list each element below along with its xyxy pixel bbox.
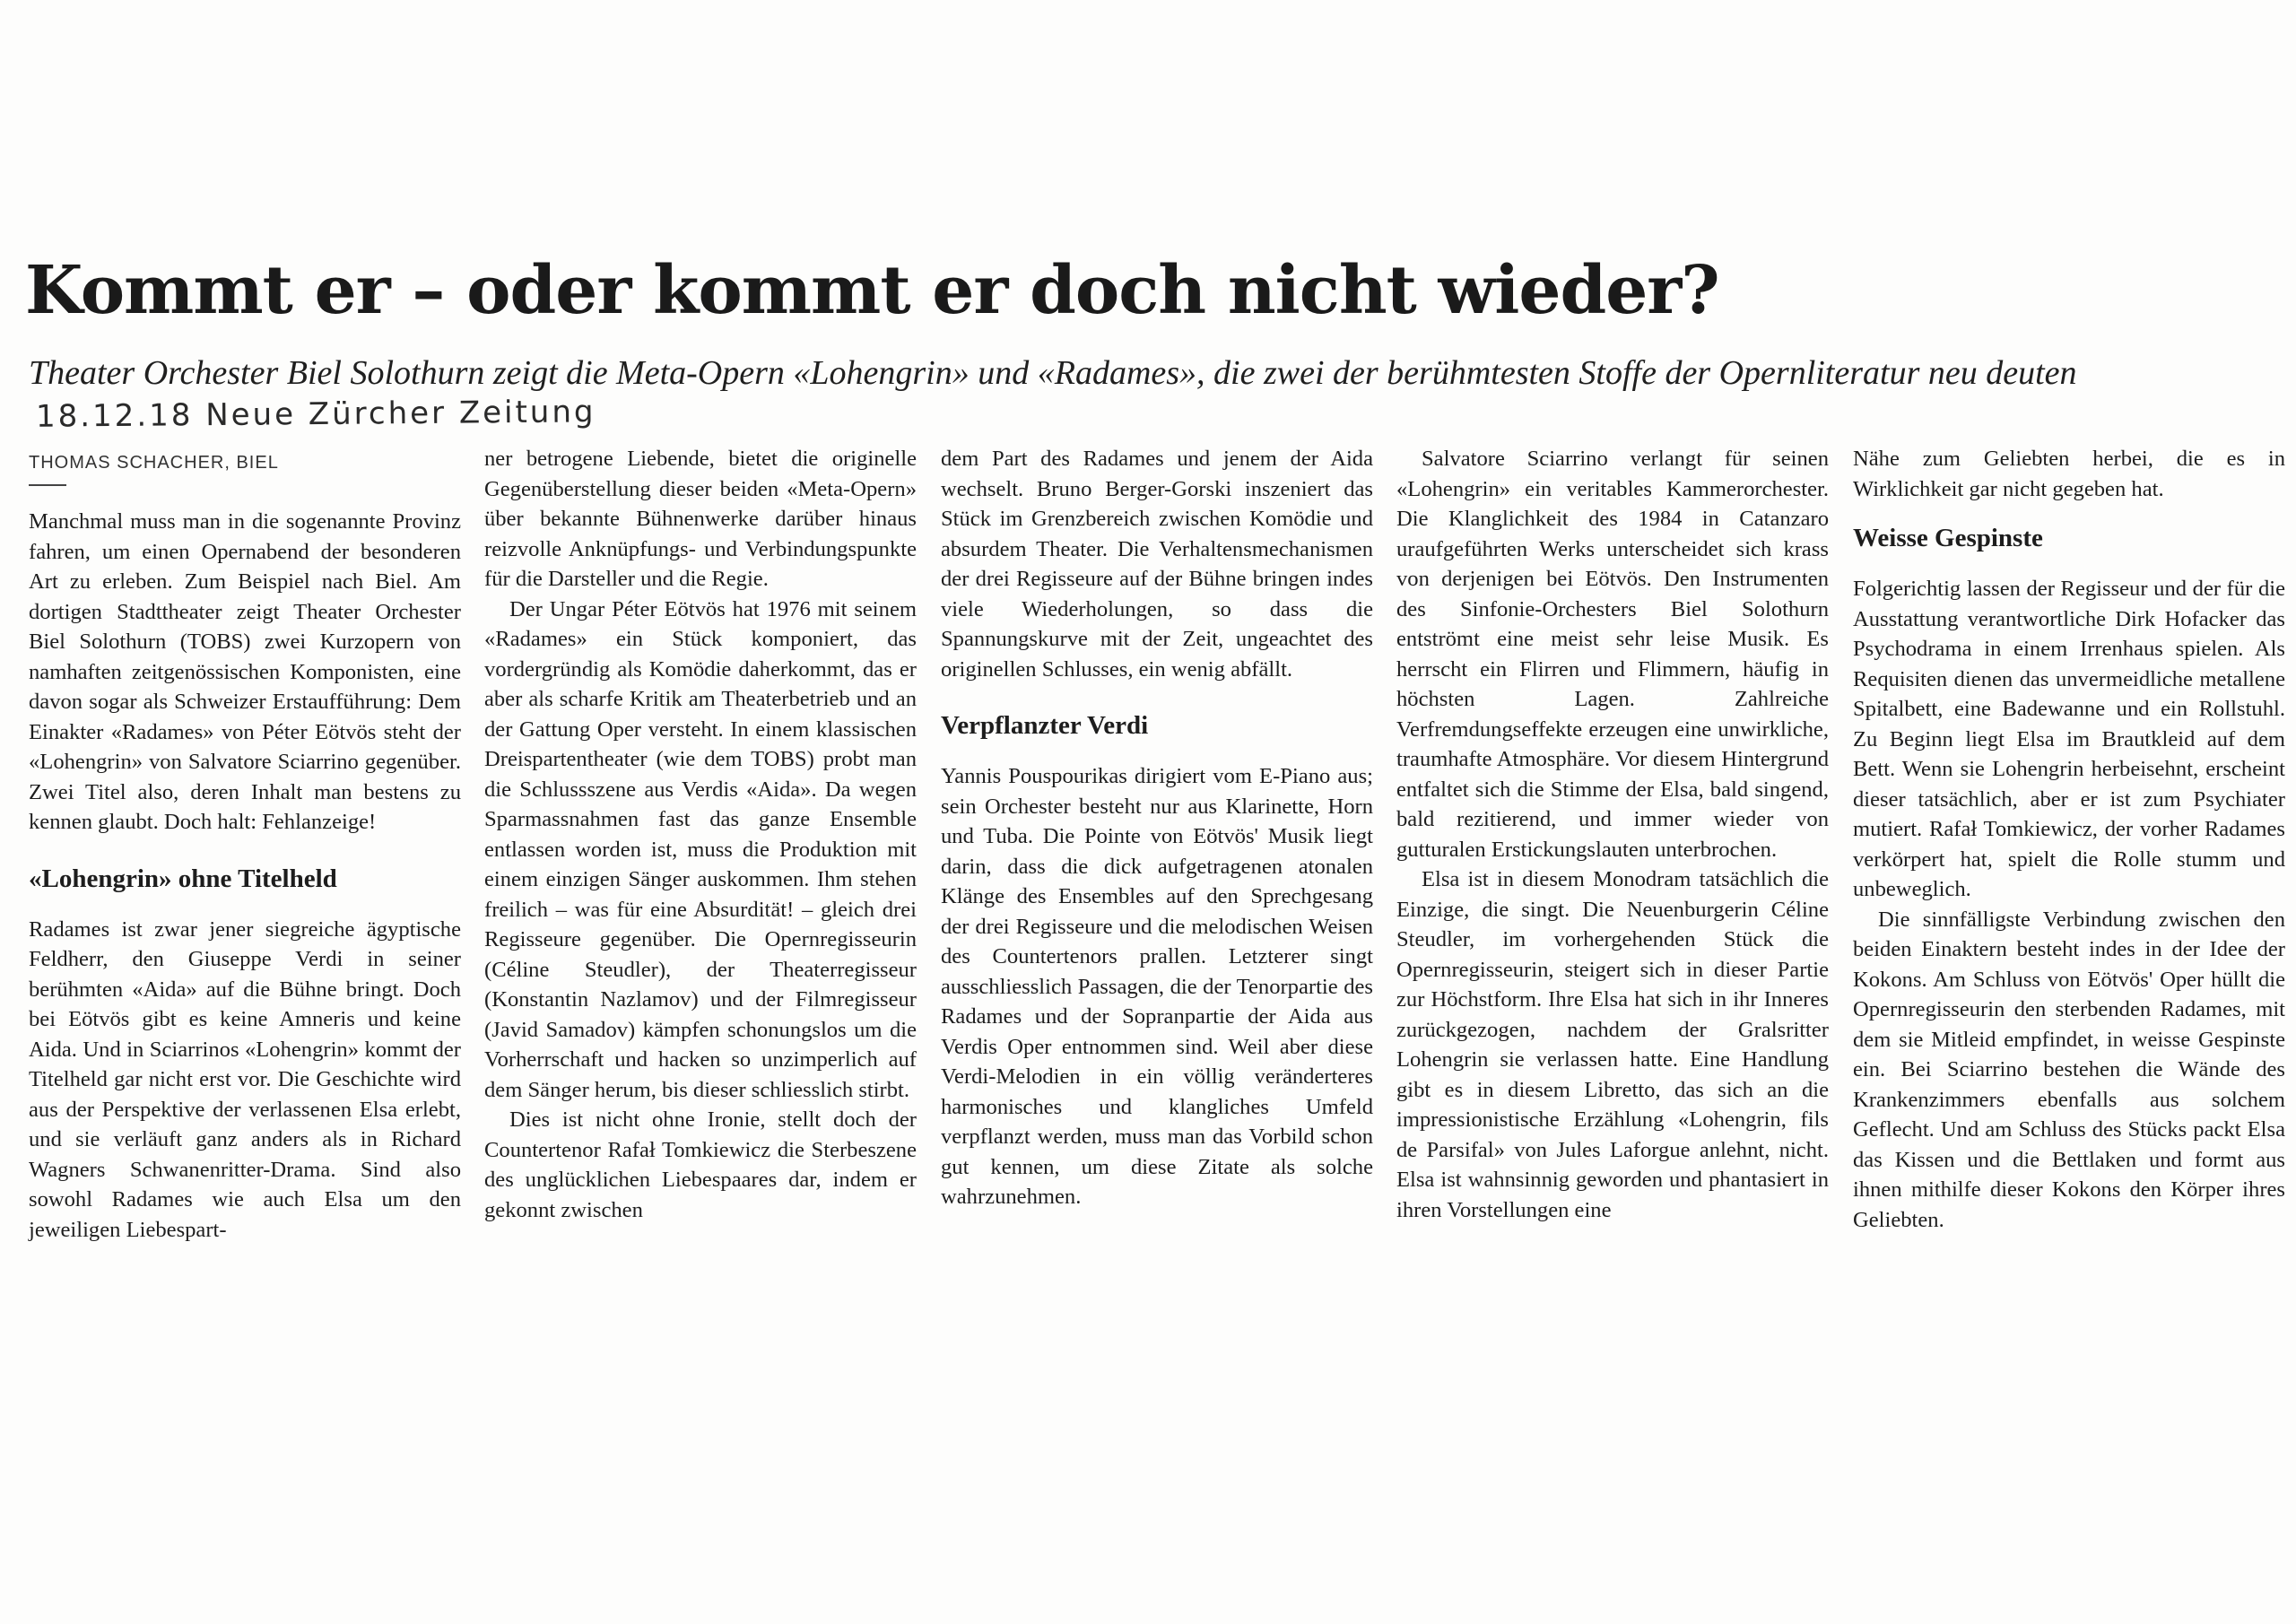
paragraph: Elsa ist in diesem Monodram tatsächlich die Einzige, die singt. Die Neuenburgerin Céline Steudler, im vorhergehenden Stück die Opernregisseurin, steigert sich in dieser Partie zur Höchstform. Ihre Elsa hat sich in ihr Inneres zurückgezogen, nachdem der Gralsritter Lohengrin sie verlassen hatte. Eine Handlung gibt es in diesem Libretto, das sich an die impressionistische Erzählung «Lohengrin, fils de Parsifal» von Jules Laforgue anlehnt, nicht. Elsa ist wahnsinnig geworden und phantasiert in ihren Vorstellungen eine (1396, 867, 1829, 1222)
paragraph: Yannis Pouspourikas dirigiert vom E-Piano aus; sein Orchester besteht nur aus Klarinette, Horn und Tuba. Die Pointe von Eötvös' Musik liegt darin, dass die dick aufgetragenen atonalen Klänge des Ensembles auf den Sprechgesang der drei Regisseure und die melodischen Weisen des Countertenors prallen. Letzterer singt ausschliesslich Passagen, die der Tenorpartie des Radames und der Sopranpartie der Aida aus Verdis Oper entnommen sind. Weil aber diese Verdi-Melodien in ein völlig veränderteres harmonisches und klangliches Umfeld verpflanzt werden, muss man das Vorbild schon gut kennen, um diese Zitate als solche wahrzunehmen. (941, 764, 1373, 1209)
article-column-4 (1396, 444, 1829, 1225)
article-column-2 (484, 444, 917, 1225)
paragraph: Folgerichtig lassen der Regisseur und der für die Ausstattung verantwortliche Dirk Hofacker das Psychodrama in einem Irrenhaus spielen. Als Requisiten dienen das unvermeidliche metallene Spitalbett, eine Badewanne und ein Rollstuhl. Zu Beginn liegt Elsa im Brautkleid auf dem Bett. Wenn sie Lohengrin herbeisehnt, erscheint dieser tatsächlich, aber er ist zum Psychiater mutiert. Rafał Tomkiewicz, der vorher Radames verkörpert hat, spielt die Rolle stumm und unbeweglich. (1853, 577, 2285, 901)
article-column-5 (1853, 444, 2285, 1235)
paragraph: Manchmal muss man in die sogenannte Provinz fahren, um einen Opernabend der besonderen Art zu erleben. Zum Beispiel nach Biel. Am dortigen Stadttheater zeigt Theater Orchester Biel Solothurn (TOBS) zwei Kurzopern von namhaften zeitgenössischen Komponisten, eine davon sogar als Schweizer Erstaufführung: Dem Einakter «Radames» von Péter Eötvös steht der «Lohengrin» von Salvatore Sciarrino gegenüber. Zwei Titel also, deren Inhalt man bestens zu kennen glaubt. Doch halt: Fehlanzeige! (29, 509, 461, 834)
paragraph: Der Ungar Péter Eötvös hat 1976 mit seinem «Radames» ein Stück komponiert, das vordergründig als Komödie daherkommt, das er aber als scharfe Kritik am Theaterbetrieb und an der Gattung Oper versteht. In einem klassischen Dreispartentheater (wie dem TOBS) probt man die Schlussszene aus Verdis «Aida». Da wegen Sparmassnahmen fast das ganze Ensemble entlassen worden ist, muss die Produktion mit einem einzigen Sänger auskommen. Ihm stehen freilich – was für eine Absurdität! – gleich drei Regisseure gegenüber. Die Opernregisseurin (Céline Steudler), der Theaterregisseur (Konstantin Nazlamov) und der Filmregisseur (Javid Samadov) kämpfen schonungslos um die Vorherrschaft und hacken so unzimperlich auf dem Sänger herum, bis dieser schliesslich stirbt. (484, 596, 917, 1102)
handwritten-source-note: 18.12.18 Neue Zürcher Zeitung (35, 394, 596, 435)
paragraph: Nähe zum Geliebten herbei, die es in Wirklichkeit gar nicht gegeben hat. (1853, 447, 2285, 501)
section-heading: «Lohengrin» ohne Titelheld (29, 864, 337, 893)
paragraph: dem Part des Radames und jenem der Aida wechselt. Bruno Berger-Gorski inszeniert das Stück im Grenzbereich zwischen Komödie und absurdem Theater. Die Verhaltensmechanismen der drei Regisseure auf der Bühne bringen indes viele Wiederholungen, so dass die Spannungskurve mit der Zeit, ungeachtet des originellen Schlusses, ein wenig abfällt. (941, 447, 1373, 682)
subheadline: Theater Orchester Biel Solothurn zeigt die Meta-Opern «Lohengrin» und «Radames», die zwei der berühmtesten Stoffe der Opernliteratur neu deuten (29, 354, 2077, 392)
paragraph: ner betrogene Liebende, bietet die originelle Gegenüberstellung dieser beiden «Meta-Opern» über bekannte Bühnenwerke darüber hinaus reizvolle Anknüpfungs- und Verbindungspunkte für die Darsteller und die Regie. (484, 447, 917, 591)
paragraph: Die sinnfälligste Verbindung zwischen den beiden Einaktern besteht indes in der Idee der Kokons. Am Schluss von Eötvös' Oper hüllt die Opernregisseurin den sterbenden Radames, mit dem sie Mitleid empfindet, in weisse Gespinste ein. Bei Sciarrino bestehen die Wände des Krankenzimmers ebenfalls aus solchem Geflecht. Und am Schluss des Stücks packt Elsa das Kissen und die Bettlaken und formt aus ihnen mithilfe dieser Kokons den Körper ihres Geliebten. (1853, 907, 2285, 1232)
paragraph: Salvatore Sciarrino verlangt für seinen «Lohengrin» ein veritables Kammerorchester. Die Klanglichkeit des 1984 in Catanzaro uraufgeführten Werks unterscheidet sich krass von derjenigen bei Eötvös. Den Instrumenten des Sinfonie-Orchesters Biel Solothurn entströmt eine meist sehr leise Musik. Es herrscht ein Flirren und Flimmern, häufig in höchsten Lagen. Zahlreiche Verfremdungseffekte erzeugen eine unwirkliche, traumhafte Atmosphäre. Vor diesem Hintergrund entfaltet sich die Stimme der Elsa, bald singend, bald rezitierend, und immer wieder von gutturalen Erstickungslauten unterbrochen. (1396, 447, 1829, 862)
paragraph: Radames ist zwar jener siegreiche ägyptische Feldherr, den Giuseppe Verdi in seiner berühmten «Aida» auf die Bühne bringt. Doch bei Eötvös gibt es keine Amneris und keine Aida. Und in Sciarrinos «Lohengrin» kommt der Titelheld gar nicht erst vor. Die Geschichte wird aus der Perspektive der verlassenen Elsa erlebt, und sie verläuft ganz anders als in Richard Wagners Schwanenritter-Drama. Sind also sowohl Radames wie auch Elsa um den jeweiligen Liebespart- (29, 916, 461, 1242)
section-heading: Weisse Gespinste (1853, 524, 2043, 552)
headline: Kommt er – oder kommt er doch nicht wieder? (25, 252, 1719, 329)
article-column-3 (941, 444, 1373, 1212)
byline: THOMAS SCHACHER, BIEL (29, 453, 279, 473)
article-column-1 (29, 507, 461, 1245)
paragraph: Dies ist nicht ohne Ironie, stellt doch der Countertenor Rafał Tomkiewicz die Sterbeszene des unglücklichen Liebespaares dar, indem er gekonnt zwischen (484, 1107, 917, 1222)
byline-divider (29, 484, 66, 486)
section-heading: Verpflanzter Verdi (941, 711, 1149, 740)
